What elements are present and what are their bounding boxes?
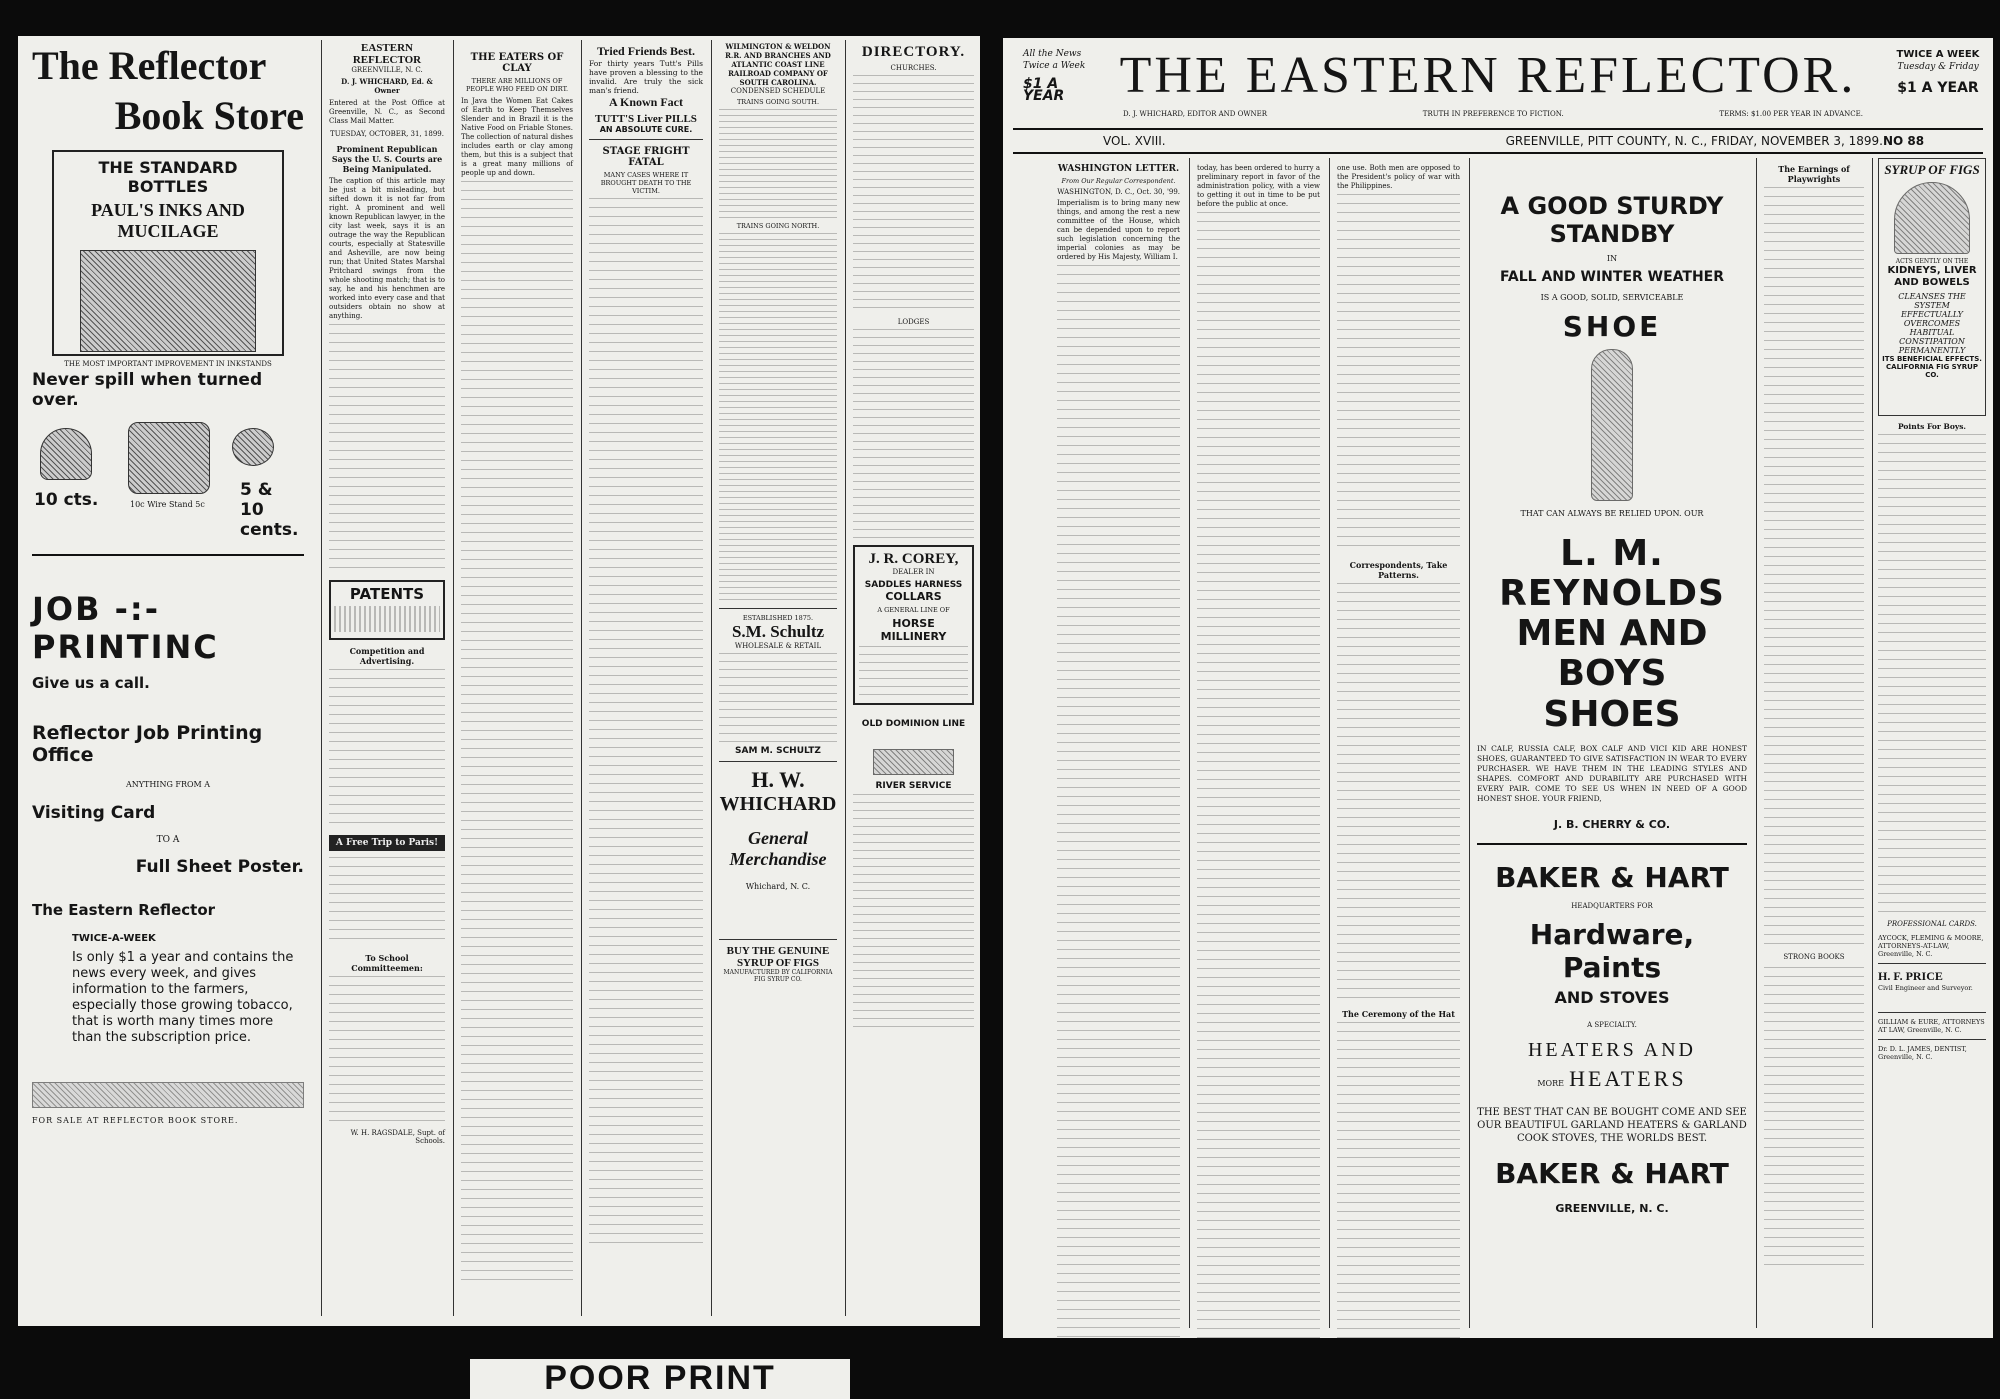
dateline-row bbox=[1103, 134, 1883, 148]
schultz-title: S.M. Schultz bbox=[731, 622, 825, 641]
reynolds-baker-hart-ad bbox=[1471, 162, 1753, 1338]
motto: TRUTH IN PREFERENCE TO FICTION. bbox=[1422, 110, 1564, 118]
corey-ad bbox=[853, 545, 974, 705]
terms: TERMS: $1.00 PER YEAR IN ADVANCE. bbox=[1719, 110, 1863, 118]
col2-body: today, has been ordered to hurry a preliminary report in favor of the administration policy, with a view to getting it out in time to be put before the public at once. bbox=[1197, 164, 1320, 208]
schultz-line: WHOLESALE & RETAIL bbox=[734, 642, 822, 650]
column-rule bbox=[1756, 158, 1757, 1328]
clay-headline: THE EATERS OF CLAY bbox=[470, 52, 564, 74]
professional-cards: PROFESSIONAL CARDS. bbox=[1887, 920, 1977, 928]
column-entered: Entered at the Post Office at Greenville, N. C., as Second Class Mail Matter. bbox=[329, 99, 445, 125]
washington-dateline: WASHINGTON, D. C., Oct. 30, '99. bbox=[1057, 188, 1180, 196]
standby-heading: A GOOD STURDY STANDBY bbox=[1500, 192, 1724, 248]
james-card: Dr. D. L. JAMES, DENTIST, Greenville, N. C. bbox=[1878, 1045, 1967, 1061]
men-boys: MEN AND BOYS bbox=[1516, 613, 1708, 694]
column-rule bbox=[581, 40, 582, 1316]
dateline: GREENVILLE, PITT COUNTY, N. C., FRIDAY, NOVEMBER 3, 1899. bbox=[1505, 134, 1883, 148]
syrup-of-figs-column bbox=[1874, 158, 1990, 1338]
article-text bbox=[1057, 265, 1180, 1338]
divider bbox=[1878, 1012, 1986, 1013]
dogs-illustration bbox=[80, 250, 256, 352]
corner-right-line2: Tuesday & Friday bbox=[1897, 62, 1979, 72]
column-rule bbox=[1329, 158, 1330, 1328]
free-trip-banner: A Free Trip to Paris! bbox=[329, 835, 445, 851]
playwrights-head: The Earnings of Playwrights bbox=[1778, 164, 1850, 184]
spill-line: Never spill when turned over. bbox=[32, 370, 263, 410]
lodge-listings bbox=[853, 329, 974, 539]
job-printing-heading: JOB -:- PRINTINC bbox=[32, 590, 219, 666]
aycock-card: AYCOCK, FLEMING & MOORE, ATTORNEYS-AT-LAW, Greenville, N. C. bbox=[1878, 934, 1984, 958]
divider bbox=[32, 554, 304, 556]
ad-rule bbox=[1477, 843, 1747, 845]
cherry-name: J. B. CHERRY & CO. bbox=[1553, 818, 1671, 831]
tried-friends-head: Tried Friends Best. bbox=[596, 44, 696, 58]
tutt-pills: TUTT'S Liver PILLS bbox=[595, 113, 697, 125]
divider bbox=[1878, 963, 1986, 964]
column-place: GREENVILLE, N. C. bbox=[351, 66, 423, 74]
corner-left bbox=[1023, 48, 1093, 102]
syrup-cleanses: CLEANSES THE SYSTEM EFFECTUALLY bbox=[1898, 292, 1966, 319]
tried-friends-body: For thirty years Tutt's Pills have proven a blessing to the invalid. Are truly the sick man's friend. bbox=[589, 59, 703, 95]
divider bbox=[589, 139, 703, 140]
patterns-head: Correspondents, Take Patterns. bbox=[1349, 560, 1448, 580]
news-column-2 bbox=[1191, 158, 1326, 1338]
news-column-3 bbox=[1331, 158, 1466, 1338]
article-text bbox=[329, 976, 445, 1126]
directory-heading: DIRECTORY. bbox=[861, 44, 966, 60]
directory-column bbox=[847, 36, 980, 1326]
standard-bottles-ad bbox=[52, 150, 284, 368]
masthead-rule bbox=[1013, 128, 1983, 130]
ad-text bbox=[859, 646, 968, 696]
stand-label: 10c Wire Stand 5c bbox=[130, 500, 205, 509]
railroad-column bbox=[713, 36, 843, 1326]
shoe-body: IN CALF, RUSSIA CALF, BOX CALF AND VICI KID ARE HONEST SHOES, GUARANTEED TO GIVE SATISFACTION IN WEAR TO EVERY PURCHASER. WE HAVE THEM IN THE LEADING STYLES AND SHAPES. COMFORT AND DURABILITY ARE PURCHASED WITH EVERY PAIR. COME TO SEE US WHEN IN NEED OF A GOOD HONEST SHOE. YOUR FRIEND, bbox=[1477, 744, 1747, 803]
shoes-heading: SHOES bbox=[1543, 694, 1681, 735]
schultz-est: ESTABLISHED 1875. bbox=[742, 614, 814, 622]
column-editor: D. J. WHICHARD, Ed. & Owner bbox=[341, 77, 433, 95]
price-left: 10 cts. bbox=[34, 490, 99, 510]
article-text bbox=[1878, 434, 1986, 914]
article-text bbox=[589, 198, 703, 1248]
small-bottle-icon bbox=[232, 428, 274, 466]
visiting-card: Visiting Card bbox=[32, 803, 156, 823]
divider bbox=[719, 761, 837, 762]
railroad-head: WILMINGTON & WELDON R.R. AND BRANCHES AND ATLANTIC COAST LINE RAILROAD COMPANY OF SOUTH CAROLINA. bbox=[725, 42, 831, 87]
column-rule bbox=[1469, 158, 1470, 1328]
paper-name: The Eastern Reflector bbox=[32, 901, 216, 919]
lady-portrait bbox=[1894, 182, 1970, 254]
masthead-rule bbox=[1013, 152, 1983, 154]
right-page bbox=[1003, 38, 1993, 1338]
book-store-title: The Reflector bbox=[32, 43, 267, 88]
article-text bbox=[329, 857, 445, 947]
heaters-line1: HEATERS AND bbox=[1527, 1039, 1696, 1061]
corner-right bbox=[1893, 48, 1983, 95]
stage-fright-head: STAGE FRIGHT FATAL bbox=[602, 146, 690, 168]
subscription-pitch: Is only $1 a year and contains the news every week, and gives information to the farmers, especially those growing tobacco, that is worth many times more than the subscription price. bbox=[72, 950, 294, 1045]
tobacco-banner bbox=[32, 1082, 304, 1108]
best-line: THE BEST THAT CAN BE BOUGHT COME AND SEE OUR BEAUTIFUL GARLAND HEATERS & GARLAND COOK STOVES, THE WORLDS BEST. bbox=[1477, 1107, 1747, 1144]
corey-collars: COLLARS bbox=[885, 590, 942, 603]
column-head-2: Competition and Advertising. bbox=[349, 646, 425, 666]
standby-in: IN bbox=[1606, 254, 1618, 263]
article-text bbox=[1337, 583, 1460, 1003]
heaters-word: HEATERS bbox=[1569, 1066, 1687, 1091]
known-fact: A Known Fact bbox=[608, 95, 683, 109]
corner-left-line1: All the News Twice a Week bbox=[1023, 49, 1086, 71]
inkstand-row bbox=[32, 418, 304, 540]
divider bbox=[1878, 1039, 1986, 1040]
stage-fright-sub: MANY CASES WHERE IT BROUGHT DEATH TO THE VICTIM. bbox=[600, 171, 692, 195]
masthead-subline bbox=[1123, 110, 1863, 118]
headquarters: HEADQUARTERS FOR bbox=[1571, 902, 1653, 910]
article-text bbox=[1764, 187, 1864, 947]
trains-south: TRAINS GOING SOUTH. bbox=[736, 98, 820, 106]
washington-byline: From Our Regular Correspondent. bbox=[1061, 177, 1176, 185]
churches-heading: CHURCHES. bbox=[890, 64, 937, 72]
bottles-heading: THE STANDARD BOTTLES bbox=[98, 158, 238, 196]
full-sheet-poster: Full Sheet Poster. bbox=[135, 857, 304, 877]
syrup-beneficial: ITS BENEFICIAL EFFECTS. bbox=[1882, 355, 1982, 363]
column-head-1: Prominent Republican Says the U. S. Courts are Being Manipulated. bbox=[331, 144, 443, 174]
eastern-reflector-editorial-column bbox=[323, 36, 451, 1326]
column-masthead: EASTERN REFLECTOR bbox=[352, 42, 422, 66]
syrup-organs: KIDNEYS, LIVER AND BOWELS bbox=[1887, 265, 1977, 288]
corner-right-line1: TWICE A WEEK bbox=[1896, 49, 1980, 60]
column-rule bbox=[453, 40, 454, 1316]
ink-bottle-icon bbox=[40, 428, 92, 480]
article-text bbox=[1197, 212, 1320, 1338]
baker-hart-2: BAKER & HART bbox=[1495, 1157, 1729, 1190]
washington-head: WASHINGTON LETTER. bbox=[1057, 164, 1180, 174]
and-stoves: AND STOVES bbox=[1554, 988, 1670, 1007]
col3-body: one use. Both men are opposed to the President's policy of war with the Philippines. bbox=[1337, 164, 1460, 190]
column-rule bbox=[1189, 158, 1190, 1328]
specialty: A SPECIALTY. bbox=[1587, 1021, 1637, 1029]
book-store-column bbox=[18, 36, 318, 1326]
editor-line: D. J. WHICHARD, EDITOR AND OWNER bbox=[1123, 110, 1268, 118]
corey-dealer: DEALER IN bbox=[892, 568, 935, 576]
anything-from: ANYTHING FROM A bbox=[125, 780, 211, 789]
corner-right-price: $1 A YEAR bbox=[1897, 80, 1979, 96]
schultz-name: SAM M. SCHULTZ bbox=[735, 746, 821, 756]
bottles-brand: PAUL'S INKS AND MUCILAGE bbox=[91, 200, 245, 241]
poor-print-banner: POOR PRINT bbox=[470, 1359, 850, 1399]
washington-letter-column bbox=[1051, 158, 1186, 1338]
clay-subhead: THERE ARE MILLIONS OF PEOPLE WHO FEED ON DIRT. bbox=[465, 77, 569, 93]
article-text bbox=[1337, 194, 1460, 554]
article-text bbox=[461, 181, 573, 1281]
book-store-subtitle: Book Store bbox=[114, 93, 304, 138]
to-line: TO A bbox=[156, 835, 180, 845]
shoe-heading: SHOE bbox=[1562, 310, 1662, 343]
divider bbox=[719, 939, 837, 940]
volume: VOL. XVIII. bbox=[1103, 134, 1166, 148]
corey-line2: HORSE MILLINERY bbox=[880, 617, 947, 643]
article-text bbox=[329, 669, 445, 829]
article-text bbox=[1764, 967, 1864, 1267]
book-store-footer: FOR SALE AT REFLECTOR BOOK STORE. bbox=[32, 1116, 239, 1125]
patents-heading: PATENTS bbox=[349, 585, 425, 603]
corey-name: J. R. COREY, bbox=[868, 551, 959, 567]
church-listings bbox=[853, 75, 974, 315]
left-page bbox=[18, 36, 980, 1326]
absolute-cure: AN ABSOLUTE CURE. bbox=[599, 125, 693, 134]
syrup-title: SYRUP OF FIGS bbox=[1884, 162, 1980, 177]
column-head-3: To School Committeemen: bbox=[351, 953, 423, 973]
column-rule bbox=[711, 40, 712, 1316]
job-printing-office: Reflector Job Printing Office bbox=[32, 722, 263, 766]
whichard-heading: WHICHARD bbox=[719, 793, 837, 815]
price-card: H. F. PRICE bbox=[1878, 969, 1943, 983]
whichard-place: Whichard, N. C. bbox=[745, 882, 811, 891]
washington-body: Imperialism is to bring many new things, and among the rest a new committee of the House, which can be depended upon to report such legislation concerning the imperial colonies as may be ordered by His Majesty, William I. bbox=[1057, 199, 1180, 261]
strong-books: STRONG BOOKS bbox=[1783, 953, 1845, 961]
price-line: Civil Engineer and Surveyor. bbox=[1878, 984, 1973, 992]
heaters-line2 bbox=[1477, 1066, 1747, 1092]
job-printing-call: Give us a call. bbox=[32, 674, 150, 692]
bottles-caption: THE MOST IMPORTANT IMPROVEMENT IN INKSTANDS bbox=[64, 360, 272, 368]
dominion-heading: OLD DOMINION LINE bbox=[861, 719, 966, 729]
syrup-acts: ACTS GENTLY ON THE bbox=[1895, 258, 1969, 265]
syrup-figs-ad bbox=[1878, 158, 1986, 416]
lodges-heading: LODGES bbox=[897, 318, 930, 326]
column-rule bbox=[845, 40, 846, 1316]
timetable bbox=[719, 233, 837, 603]
column-date: TUESDAY, OCTOBER, 31, 1899. bbox=[330, 130, 444, 138]
hat-ceremony-head: The Ceremony of the Hat bbox=[1342, 1009, 1455, 1019]
greenville-line: GREENVILLE, N. C. bbox=[1555, 1202, 1669, 1215]
relied-line: THAT CAN ALWAYS BE RELIED UPON. OUR bbox=[1520, 509, 1704, 518]
gilliam-card: GILLIAM & EURE, ATTORNEYS AT LAW, Greenville, N. C. bbox=[1878, 1018, 1985, 1034]
playwrights-column bbox=[1758, 158, 1870, 1338]
river-service: RIVER SERVICE bbox=[875, 781, 952, 791]
hardware-paints: Hardware, Paints bbox=[1529, 918, 1695, 984]
eaters-of-clay-column bbox=[455, 36, 579, 1326]
points-head: Points For Boys. bbox=[1897, 422, 1967, 431]
steamer-schedule bbox=[853, 794, 974, 1034]
wire-stand-icon bbox=[128, 422, 210, 494]
general-merchandise: General Merchandise bbox=[729, 828, 827, 869]
corner-left-price: $1 A YEAR bbox=[1023, 76, 1065, 104]
trains-north: TRAINS GOING NORTH. bbox=[736, 222, 820, 230]
syrup-mfr: MANUFACTURED BY CALIFORNIA FIG SYRUP CO. bbox=[723, 969, 833, 983]
hw-heading: H. W. bbox=[751, 767, 805, 792]
price-right: 5 & 10 cents. bbox=[240, 480, 299, 540]
syrup-california: CALIFORNIA FIG SYRUP CO. bbox=[1886, 363, 1978, 379]
more-label: MORE bbox=[1537, 1079, 1564, 1088]
boot-illustration bbox=[1591, 349, 1633, 501]
column-body-1: The caption of this article may be just a bit misleading, but sifted down it is not far from right. A prominent and well known Republican lawyer, in the city last week, says it is an outrage the way the Republican courts, especially at Statesville and Asheville, are now being run; that United States Marshal Pritchard swings from the whole shooting match; that is to say, he and his henchmen are worked into every case and that outsiders obtain no show at anything. bbox=[329, 177, 445, 320]
baker-hart: BAKER & HART bbox=[1495, 861, 1729, 894]
steamer-illustration bbox=[873, 749, 954, 775]
twice-a-week: TWICE-A-WEEK bbox=[72, 933, 156, 944]
divider bbox=[719, 608, 837, 609]
condensed-schedule: CONDENSED SCHEDULE bbox=[730, 87, 826, 95]
column-rule bbox=[1872, 158, 1873, 1328]
standby-is: IS A GOOD, SOLID, SERVICEABLE bbox=[1540, 293, 1684, 302]
syrup-overcomes: OVERCOMES HABITUAL CONSTIPATION PERMANENTLY bbox=[1898, 319, 1966, 355]
column-signature: W. H. RAGSDALE, Supt. of Schools. bbox=[350, 1129, 445, 1145]
clay-body: In Java the Women Eat Cakes of Earth to Keep Themselves Slender and in Brazil it is the Native Food on Friable Stones. The collection of natural dishes includes earth or clay among them, but this is a subject that is a great many millions of people up and down. bbox=[461, 97, 573, 177]
corey-general: A GENERAL LINE OF bbox=[877, 606, 950, 614]
corey-line1: SADDLES HARNESS bbox=[864, 580, 963, 590]
masthead-title: THE EASTERN REFLECTOR. bbox=[1119, 47, 1857, 104]
timetable bbox=[719, 109, 837, 219]
syrup-ad: BUY THE GENUINE SYRUP OF FIGS bbox=[726, 945, 830, 969]
standby-weather: FALL AND WINTER WEATHER bbox=[1499, 269, 1725, 285]
tutt-column bbox=[583, 36, 709, 1326]
column-rule bbox=[321, 40, 322, 1316]
article-text bbox=[1337, 1022, 1460, 1338]
reynolds-name: L. M. REYNOLDS bbox=[1499, 533, 1725, 614]
issue-number: NO 88 bbox=[1883, 134, 1925, 148]
article-text bbox=[329, 324, 445, 574]
ad-text bbox=[334, 606, 440, 632]
ad-text bbox=[719, 653, 837, 743]
patents-ad bbox=[329, 580, 445, 640]
